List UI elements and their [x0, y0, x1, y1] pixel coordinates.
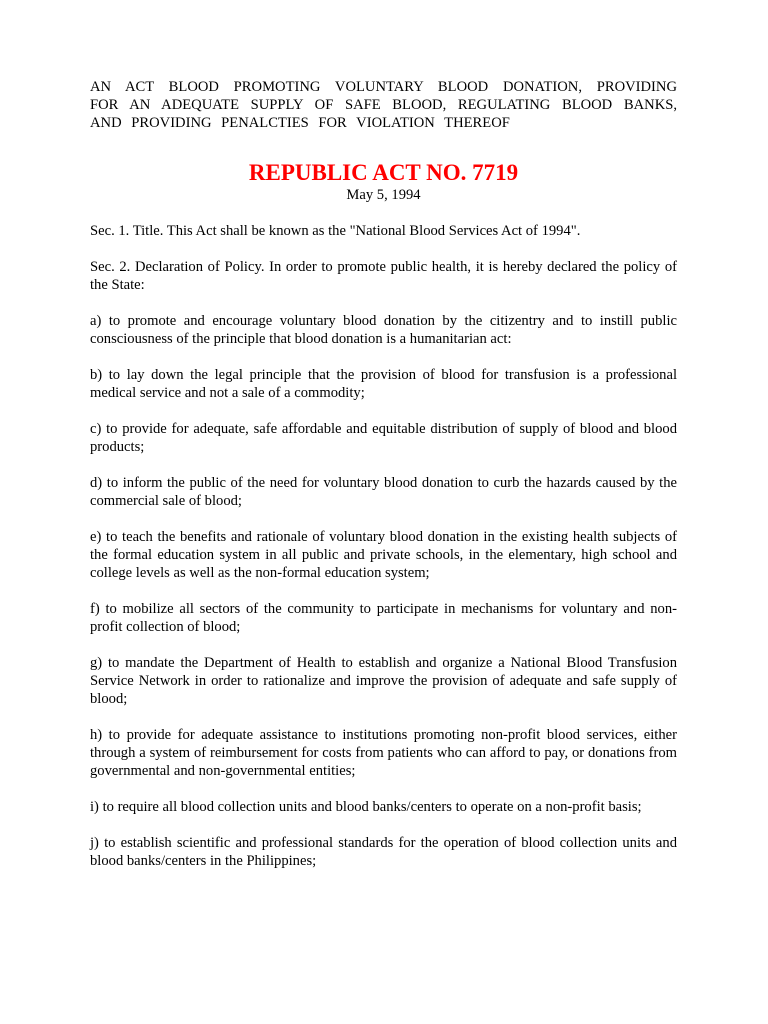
section-2-declaration: Sec. 2. Declaration of Policy. In order to promote public health, it is hereby declared the policy of the State:	[90, 259, 677, 293]
policy-item-f: f) to mobilize all sectors of the community to participate in mechanisms for voluntary and non-profit collection of blood;	[90, 601, 677, 635]
policy-item-d: d) to inform the public of the need for voluntary blood donation to curb the hazards caused by the commercial sale of blood;	[90, 475, 677, 509]
policy-item-c: c) to provide for adequate, safe affordable and equitable distribution of supply of blood and blood products;	[90, 421, 677, 455]
document-page	[90, 78, 677, 870]
policy-item-h: h) to provide for adequate assistance to institutions promoting non-profit blood services, either through a system of reimbursement for costs from patients who can afford to pay, or donations from governmental and non-governmental entities;	[90, 727, 677, 779]
policy-item-j: j) to establish scientific and professional standards for the operation of blood collection units and blood banks/centers in the Philippines;	[90, 835, 677, 869]
policy-item-a: a) to promote and encourage voluntary blood donation by the citizentry and to instill public consciousness of the principle that blood donation is a humanitarian act:	[90, 313, 677, 347]
section-1-title: Sec. 1. Title. This Act shall be known as the "National Blood Services Act of 1994".	[90, 223, 581, 239]
policy-items-list	[90, 312, 677, 870]
policy-item-i: i) to require all blood collection units and blood banks/centers to operate on a non-profit basis;	[90, 799, 642, 815]
policy-item-e: e) to teach the benefits and rationale of voluntary blood donation in the existing health subjects of the formal education system in all public and private schools, in the elementary, high school and college levels as well as the non-formal education system;	[90, 529, 677, 581]
policy-item-b: b) to lay down the legal principle that the provision of blood for transfusion is a professional medical service and not a sale of a commodity;	[90, 367, 677, 401]
policy-item-g: g) to mandate the Department of Health to establish and organize a National Blood Transfusion Service Network in order to rationalize and improve the provision of adequate and safe supply of blood;	[90, 655, 677, 707]
act-date: May 5, 1994	[346, 187, 421, 203]
document-heading: AN ACT BLOOD PROMOTING VOLUNTARY BLOOD DONATION, PROVIDING FOR AN ADEQUATE SUPPLY OF SAFE BLOOD, REGULATING BLOOD BANKS, AND PROVIDING PENALCTIES FOR VIOLATION THEREOF	[90, 79, 677, 131]
act-title: REPUBLIC ACT NO. 7719	[248, 160, 519, 185]
